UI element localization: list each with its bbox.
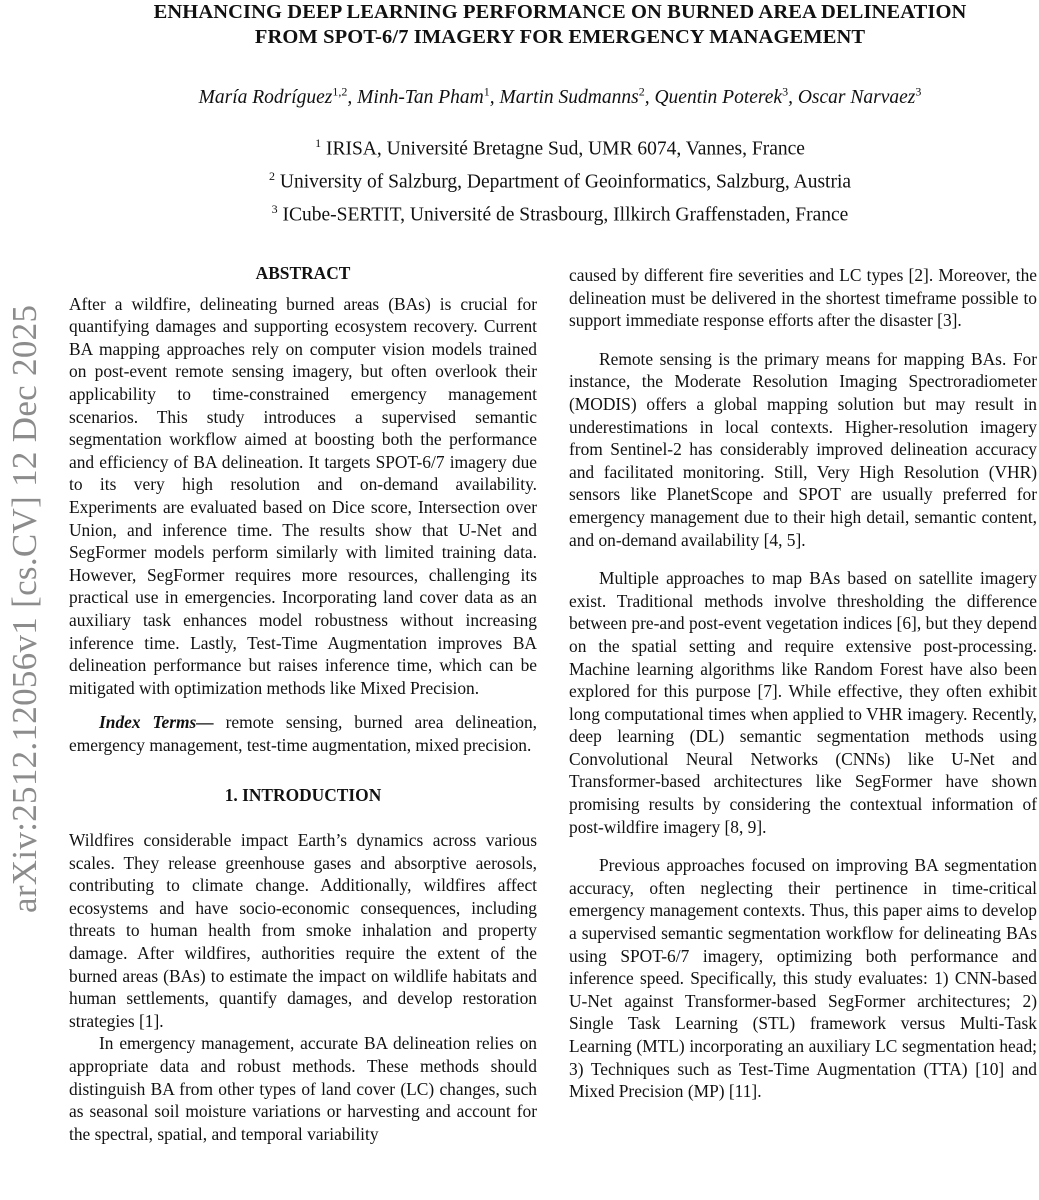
title-line-1: ENHANCING DEEP LEARNING PERFORMANCE ON BURNED AREA DELINEATION	[153, 1, 967, 23]
body-paragraph: Multiple approaches to map BAs based on satellite imagery exist. Traditional methods involve thresholding the difference between pre-and post-event vegetation indices [6], but they depend on the spatial setting and require extensive post-processing. Machine learning algorithms like Random Forest have also been explored for this purpose [7]. While effective, they often exhibit long computational times when applied to VHR imagery. Recently, deep learning (DL) semantic segmentation methods using Convolutional Neural Networks (CNNs) like U-Net and Transformer-based architectures like SegFormer have shown promising results by considering the contextual information of post-wildfire imagery [8, 9].	[569, 568, 1037, 837]
affiliation-list	[60, 130, 1039, 229]
right-column	[569, 264, 1037, 1103]
index-terms-text: remote sensing, burned area delineation, emergency management, test-time augmentation, mixed precision.	[69, 712, 537, 755]
author: Minh-Tan Pham$^1$,	[357, 84, 500, 108]
introduction-heading: 1. INTRODUCTION	[224, 785, 382, 806]
index-terms-label: Index Terms—	[99, 712, 214, 733]
affiliation: $^1$ IRISA, Université Bretagne Sud, UMR 6074, Vannes, France	[315, 136, 805, 160]
abstract-heading: ABSTRACT	[255, 263, 351, 283]
body-paragraph: Remote sensing is the primary means for mapping BAs. For instance, the Moderate Resolution Imaging Spectroradiometer (MODIS) offers a global mapping solution but may result in underestimations in local contexts. Higher-resolution imagery from Sentinel-2 has considerably improved delineation accuracy and facilitated monitoring. Still, Very High Resolution (VHR) sensors like PlanetScope and SPOT are usually preferred for emergency management due to their high detail, semantic content, and on-demand availability [4, 5].	[569, 348, 1037, 550]
intro-paragraph: Wildfires considerable impact Earth’s dynamics across various scales. They release greenhouse gases and absorptive aerosols, contributing to climate change. Additionally, wildfires affect ecosystems and have socio-economic consequences, including threats to human health from smoke inhalation and property damage. After wildfires, authorities require the extent of the burned areas (BAs) to estimate the impact on wildlife habitats and human settlements, quantify damages, and develop restoration strategies [1].	[69, 830, 537, 1031]
paper-title	[60, 0, 1039, 50]
index-terms	[69, 711, 537, 756]
left-column	[69, 262, 537, 1145]
intro-paragraph: In emergency management, accurate BA delineation relies on appropriate data and robust methods. These methods should distinguish BA from other types of land cover (LC) changes, such as seasonal soil moisture variations or harvesting and account for the spectral, spatial, and temporal variability	[69, 1033, 537, 1144]
abstract-text: After a wildfire, delineating burned areas (BAs) is crucial for quantifying damages and supporting ecosystem recovery. Current BA mapping approaches rely on computer vision models trained on post-event remote sensing imagery, but often overlook their applicability to time-constrained emergency management scenarios. This study introduces a supervised semantic segmentation workflow aimed at boosting both the performance and efficiency of BA delineation. It targets SPOT-6/7 imagery due to its very high resolution and on-demand availability. Experiments are evaluated based on Dice score, Intersection over Union, and inference time. The results show that U-Net and SegFormer models perform similarly with limited training data. However, SegFormer requires more resources, challenging its practical use in emergencies. Incorporating land cover data as an auxiliary task enhances model robustness without increasing inference time. Lastly, Test-Time Augmentation improves BA delineation performance but raises inference time, which can be mitigated with optimization methods like Mixed Precision.	[69, 293, 537, 698]
arxiv-identifier-stamp: arXiv:2512.12056v1 [cs.CV] 12 Dec 2025	[5, 304, 44, 913]
affiliation: $^2$ University of Salzburg, Department of Geoinformatics, Salzburg, Austria	[268, 169, 852, 193]
author: Quentin Poterek$^3$,	[654, 84, 798, 108]
author: María Rodríguez$^{1,2}$,	[198, 84, 358, 108]
body-paragraph: caused by different fire severities and LC types [2]. Moreover, the delineation must be delivered in the shortest timeframe possible to support immediate response efforts after the disaster [3].	[569, 265, 1037, 331]
author: Oscar Narvaez$^3$	[797, 84, 922, 108]
author: Martin Sudmanns$^2$,	[499, 84, 655, 108]
affiliation: $^3$ ICube-SERTIT, Université de Strasbourg, Illkirch Graffenstaden, France	[271, 202, 849, 226]
title-line-2: FROM SPOT-6/7 IMAGERY FOR EMERGENCY MANAGEMENT	[254, 26, 866, 48]
body-paragraph: Previous approaches focused on improving BA segmentation accuracy, often neglecting their pertinence in time-critical emergency management contexts. Thus, this paper aims to develop a supervised semantic segmentation workflow for delineating BAs using SPOT-6/7 imagery, optimizing both performance and inference speed. Specifically, this study evaluates: 1) CNN-based U-Net against Transformer-based SegFormer architectures; 2) Single Task Learning (STL) framework versus Multi-Task Learning (MTL) incorporating an auxiliary LC segmentation head; 3) Techniques such as Test-Time Augmentation (TTA) [10] and Mixed Precision (MP) [11].	[569, 855, 1037, 1102]
author-list	[60, 78, 1039, 111]
